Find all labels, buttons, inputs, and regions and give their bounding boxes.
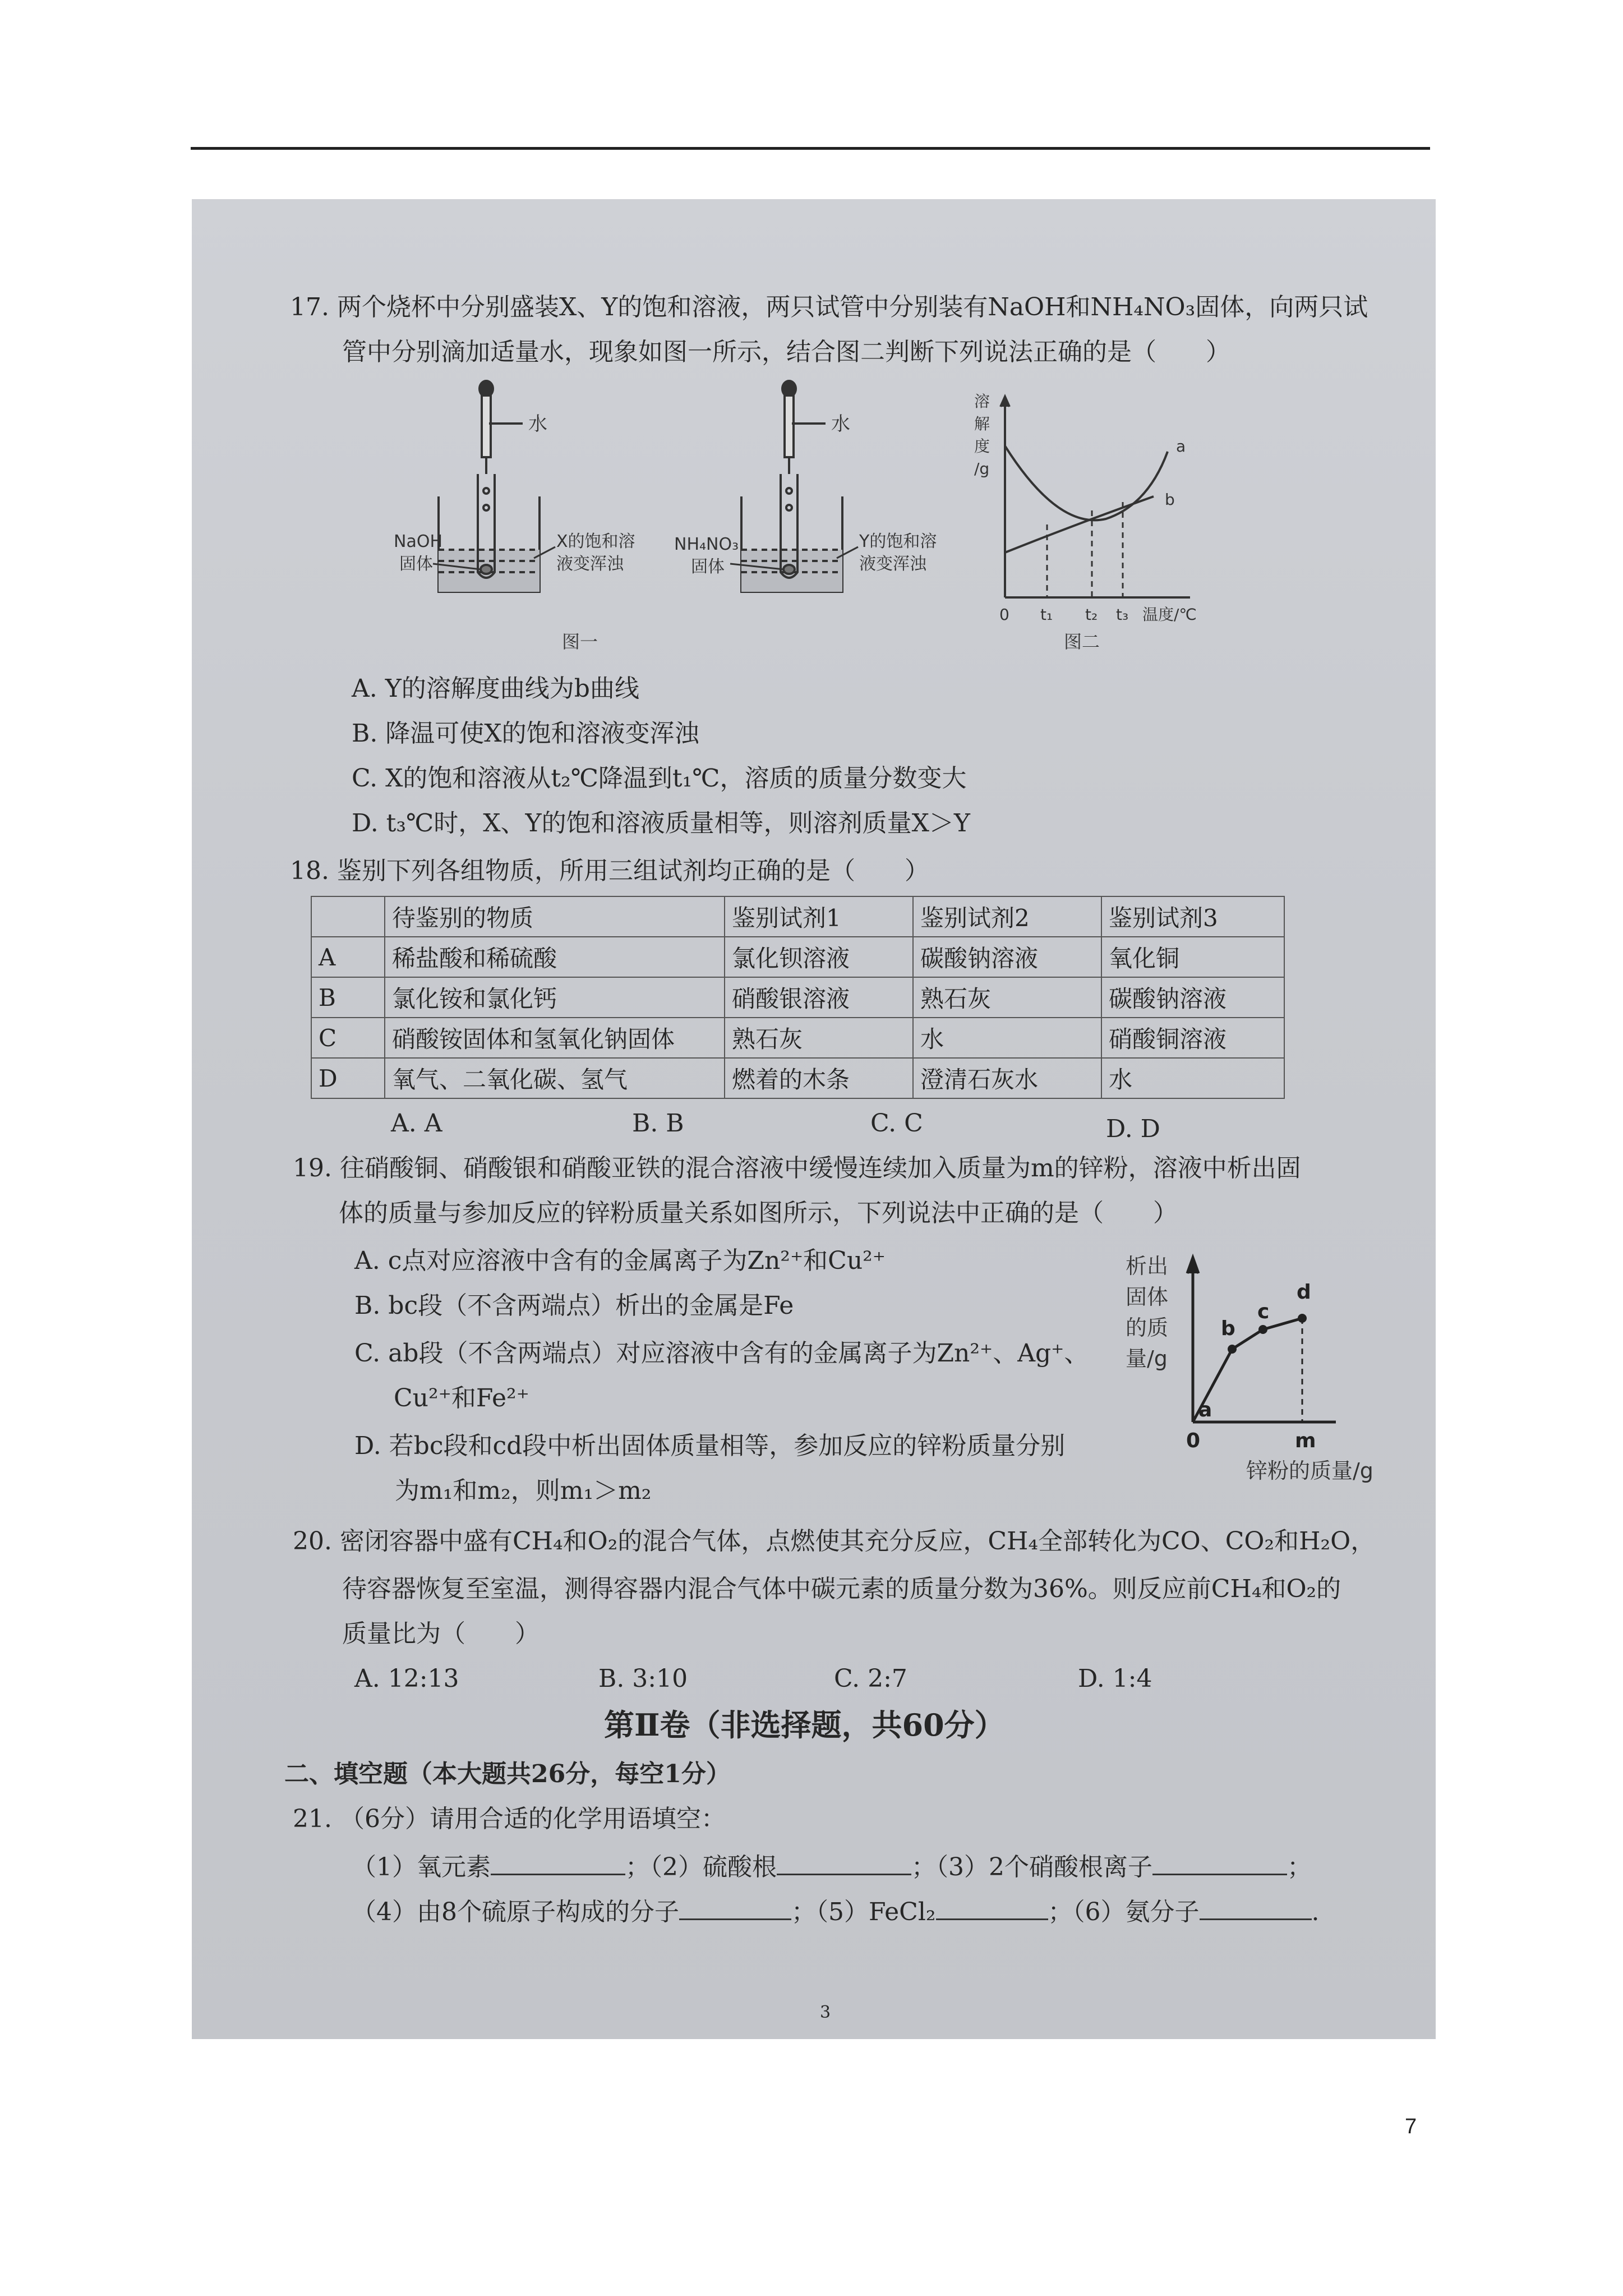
fig2-axes <box>1000 397 1190 597</box>
page-number: 7 <box>1405 2115 1417 2138</box>
q20-option-c: C. 2:7 <box>834 1664 907 1693</box>
figure-one <box>394 379 971 659</box>
q20-line1: 20. 密闭容器中盛有CH₄和O₂的混合气体，点燃使其充分反应，CH₄全部转化为CO、CO₂和H₂O， <box>293 1527 1376 1556</box>
answer-blank-3[interactable] <box>1152 1851 1287 1875</box>
q20-line2: 待容器恢复至室温，测得容器内混合气体中碳元素的质量分数为36%。则反应前CH₄和O₂的 <box>342 1575 1341 1603</box>
table-cell: 燃着的木条 <box>725 1058 913 1098</box>
q19-graph <box>1120 1251 1384 1498</box>
table-cell: 碳酸钠溶液 <box>1101 977 1284 1018</box>
table-cell: 硝酸铜溶液 <box>1101 1018 1284 1058</box>
q21-item4: （4）由8个硫原子构成的分子 <box>352 1898 679 1926</box>
table-cell: 硝酸银溶液 <box>725 977 913 1018</box>
point-d-label: d <box>1297 1281 1311 1304</box>
q19-origin: 0 <box>1186 1429 1201 1452</box>
table-row <box>311 1018 1284 1058</box>
q21-item2: ；（2）硫酸根 <box>625 1853 777 1881</box>
q18-option-a: A. A <box>391 1109 442 1138</box>
naoh-label: NaOH <box>394 532 442 551</box>
fig2-tick-t3: t₃ <box>1116 605 1129 624</box>
answer-blank-6[interactable] <box>1200 1896 1312 1920</box>
water-label-left: 水 <box>528 413 547 435</box>
q21-item6: ；（6）氨分子 <box>1048 1898 1200 1926</box>
q19-ylabel-3: 的质 <box>1126 1315 1169 1340</box>
q18-option-c: C. C <box>870 1109 923 1138</box>
q20-line3: 质量比为（ ） <box>342 1619 540 1648</box>
table-cell: 水 <box>1101 1058 1284 1098</box>
q21-row2 <box>352 1896 1320 1928</box>
q19-option-c-cont: Cu²⁺和Fe²⁺ <box>394 1384 529 1412</box>
q18-table <box>311 896 1285 1099</box>
y-label-1: Y的饱和溶 <box>859 532 937 551</box>
q19-ylabel-4: 量/g <box>1126 1346 1168 1371</box>
fig2-tick-t2: t₂ <box>1085 605 1098 624</box>
q19-ylabel-2: 固体 <box>1126 1285 1169 1309</box>
q21-row1 <box>352 1851 1312 1883</box>
q21-item1: （1）氧元素 <box>352 1853 491 1881</box>
scanned-page <box>192 199 1436 2039</box>
section-2-heading: 二、填空题（本大题共26分，每空1分） <box>284 1760 731 1788</box>
q21-end: . <box>1311 1898 1320 1926</box>
q18-option-b: B. B <box>632 1109 684 1138</box>
solid-label-left: 固体 <box>399 554 433 574</box>
fig2-ylabel-3: 度 <box>974 437 990 455</box>
answer-blank-5[interactable] <box>936 1896 1048 1920</box>
q19-option-d: D. 若bc段和cd段中析出固体质量相等，参加反应的锌粉质量分别 <box>354 1432 1066 1460</box>
fig2-xlabel: 温度/℃ <box>1142 605 1197 624</box>
q19-ylabel-1: 析出 <box>1126 1254 1169 1278</box>
table-cell: 熟石灰 <box>913 977 1101 1018</box>
scan-page-number: 3 <box>820 2003 831 2022</box>
table-header: 待鉴别的物质 <box>385 896 725 937</box>
q18-stem: 18. 鉴别下列各组物质，所用三组试剂均正确的是（ ） <box>290 857 929 885</box>
curve-a-label: a <box>1176 437 1186 455</box>
q21-item5: ；（5）FeCl₂ <box>791 1898 936 1926</box>
table-cell: 氯化铵和氯化钙 <box>385 977 725 1018</box>
table-row <box>311 977 1284 1018</box>
water-label-right: 水 <box>831 413 850 435</box>
q19-option-c: C. ab段（不含两端点）对应溶液中含有的金属离子为Zn²⁺、Ag⁺、 <box>354 1339 1089 1368</box>
table-header <box>311 896 385 937</box>
dropper-left <box>479 381 523 474</box>
solid-label-right: 固体 <box>691 557 725 577</box>
point-a-label: a <box>1198 1398 1212 1421</box>
q19-m-tick: m <box>1295 1429 1316 1452</box>
table-cell: 氯化钡溶液 <box>725 937 913 977</box>
top-rule <box>191 147 1430 150</box>
table-cell: 水 <box>913 1018 1101 1058</box>
q17-option-c: C. X的饱和溶液从t₂℃降温到t₁℃，溶质的质量分数变大 <box>352 764 967 793</box>
q19-option-a: A. c点对应溶液中含有的金属离子为Zn²⁺和Cu²⁺ <box>354 1246 886 1275</box>
table-row <box>311 1058 1284 1098</box>
q17-option-d: D. t₃℃时，X、Y的饱和溶液质量相等，则溶剂质量X＞Y <box>352 809 970 838</box>
curve-b <box>1005 496 1154 553</box>
fig2-tick-t1: t₁ <box>1040 605 1053 624</box>
q19-option-b: B. bc段（不含两端点）析出的金属是Fe <box>354 1291 794 1320</box>
table-cell: 硝酸铵固体和氢氧化钠固体 <box>385 1018 725 1058</box>
table-header-row <box>311 896 1284 937</box>
beaker-right <box>741 474 842 592</box>
x-label-2: 液变浑浊 <box>556 554 624 574</box>
table-header: 鉴别试剂2 <box>913 896 1101 937</box>
table-cell: B <box>311 977 385 1018</box>
fig2-ylabel-4: /g <box>974 459 990 478</box>
q20-option-d: D. 1:4 <box>1078 1664 1152 1693</box>
q21-item3: ；（3）2个硝酸根离子 <box>911 1853 1152 1881</box>
curve-a <box>1005 446 1168 520</box>
q19-line1: 19. 往硝酸铜、硝酸银和硝酸亚铁的混合溶液中缓慢连续加入质量为m的锌粉，溶液中析出固 <box>293 1154 1301 1182</box>
table-cell: D <box>311 1058 385 1098</box>
table-cell: 氧化铜 <box>1101 937 1284 977</box>
figure-two-caption: 图二 <box>1064 631 1100 652</box>
table-cell: 稀盐酸和稀硫酸 <box>385 937 725 977</box>
table-header: 鉴别试剂3 <box>1101 896 1284 937</box>
q21-sep: ； <box>1287 1853 1312 1881</box>
table-cell: 澄清石灰水 <box>913 1058 1101 1098</box>
y-label-2: 液变浑浊 <box>859 554 926 574</box>
fig2-ylabel-1: 溶 <box>974 392 990 411</box>
q19-option-d-cont: 为m₁和m₂，则m₁＞m₂ <box>395 1476 652 1505</box>
curve-b-label: b <box>1165 490 1175 509</box>
answer-blank-4[interactable] <box>679 1896 791 1920</box>
beaker-left <box>439 474 540 592</box>
table-cell: C <box>311 1018 385 1058</box>
q17-line2: 管中分别滴加适量水，现象如图一所示，结合图二判断下列说法正确的是（ ） <box>342 338 1230 366</box>
q21-stem: 21. （6分）请用合适的化学用语填空： <box>293 1805 726 1833</box>
q19-axes <box>1187 1258 1336 1422</box>
part2-title: 第Ⅱ卷（非选择题，共60分） <box>604 1707 1005 1743</box>
q19-line2: 体的质量与参加反应的锌粉质量关系如图所示，下列说法中正确的是（ ） <box>339 1199 1178 1227</box>
table-cell: 熟石灰 <box>725 1018 913 1058</box>
q19-xlabel: 锌粉的质量/g <box>1246 1458 1373 1483</box>
q17-option-b: B. 降温可使X的饱和溶液变浑浊 <box>352 719 699 748</box>
table-row <box>311 937 1284 977</box>
point-b-label: b <box>1221 1317 1235 1340</box>
figure-two <box>974 390 1232 654</box>
q17-option-a: A. Y的溶解度曲线为b曲线 <box>352 674 639 703</box>
answer-blank-2[interactable] <box>777 1851 911 1875</box>
q20-option-a: A. 12:13 <box>354 1664 459 1693</box>
dropper-right <box>782 381 826 474</box>
answer-blank-1[interactable] <box>491 1851 625 1875</box>
point-c-label: c <box>1257 1300 1270 1323</box>
q20-option-b: B. 3:10 <box>598 1664 688 1693</box>
q18-option-d: D. D <box>1106 1115 1160 1143</box>
table-cell: A <box>311 937 385 977</box>
x-label-1: X的饱和溶 <box>556 532 635 551</box>
table-cell: 氧气、二氧化碳、氢气 <box>385 1058 725 1098</box>
table-header: 鉴别试剂1 <box>725 896 913 937</box>
q17-line1: 17. 两个烧杯中分别盛装X、Y的饱和溶液，两只试管中分别装有NaOH和NH₄NO₃固体，向两只试 <box>290 293 1368 321</box>
nh4no3-label: NH₄NO₃ <box>674 535 739 554</box>
fig2-ylabel-2: 解 <box>974 415 990 433</box>
figure-one-caption: 图一 <box>562 631 598 652</box>
fig2-tick-0: 0 <box>999 605 1009 624</box>
table-cell: 碳酸钠溶液 <box>913 937 1101 977</box>
